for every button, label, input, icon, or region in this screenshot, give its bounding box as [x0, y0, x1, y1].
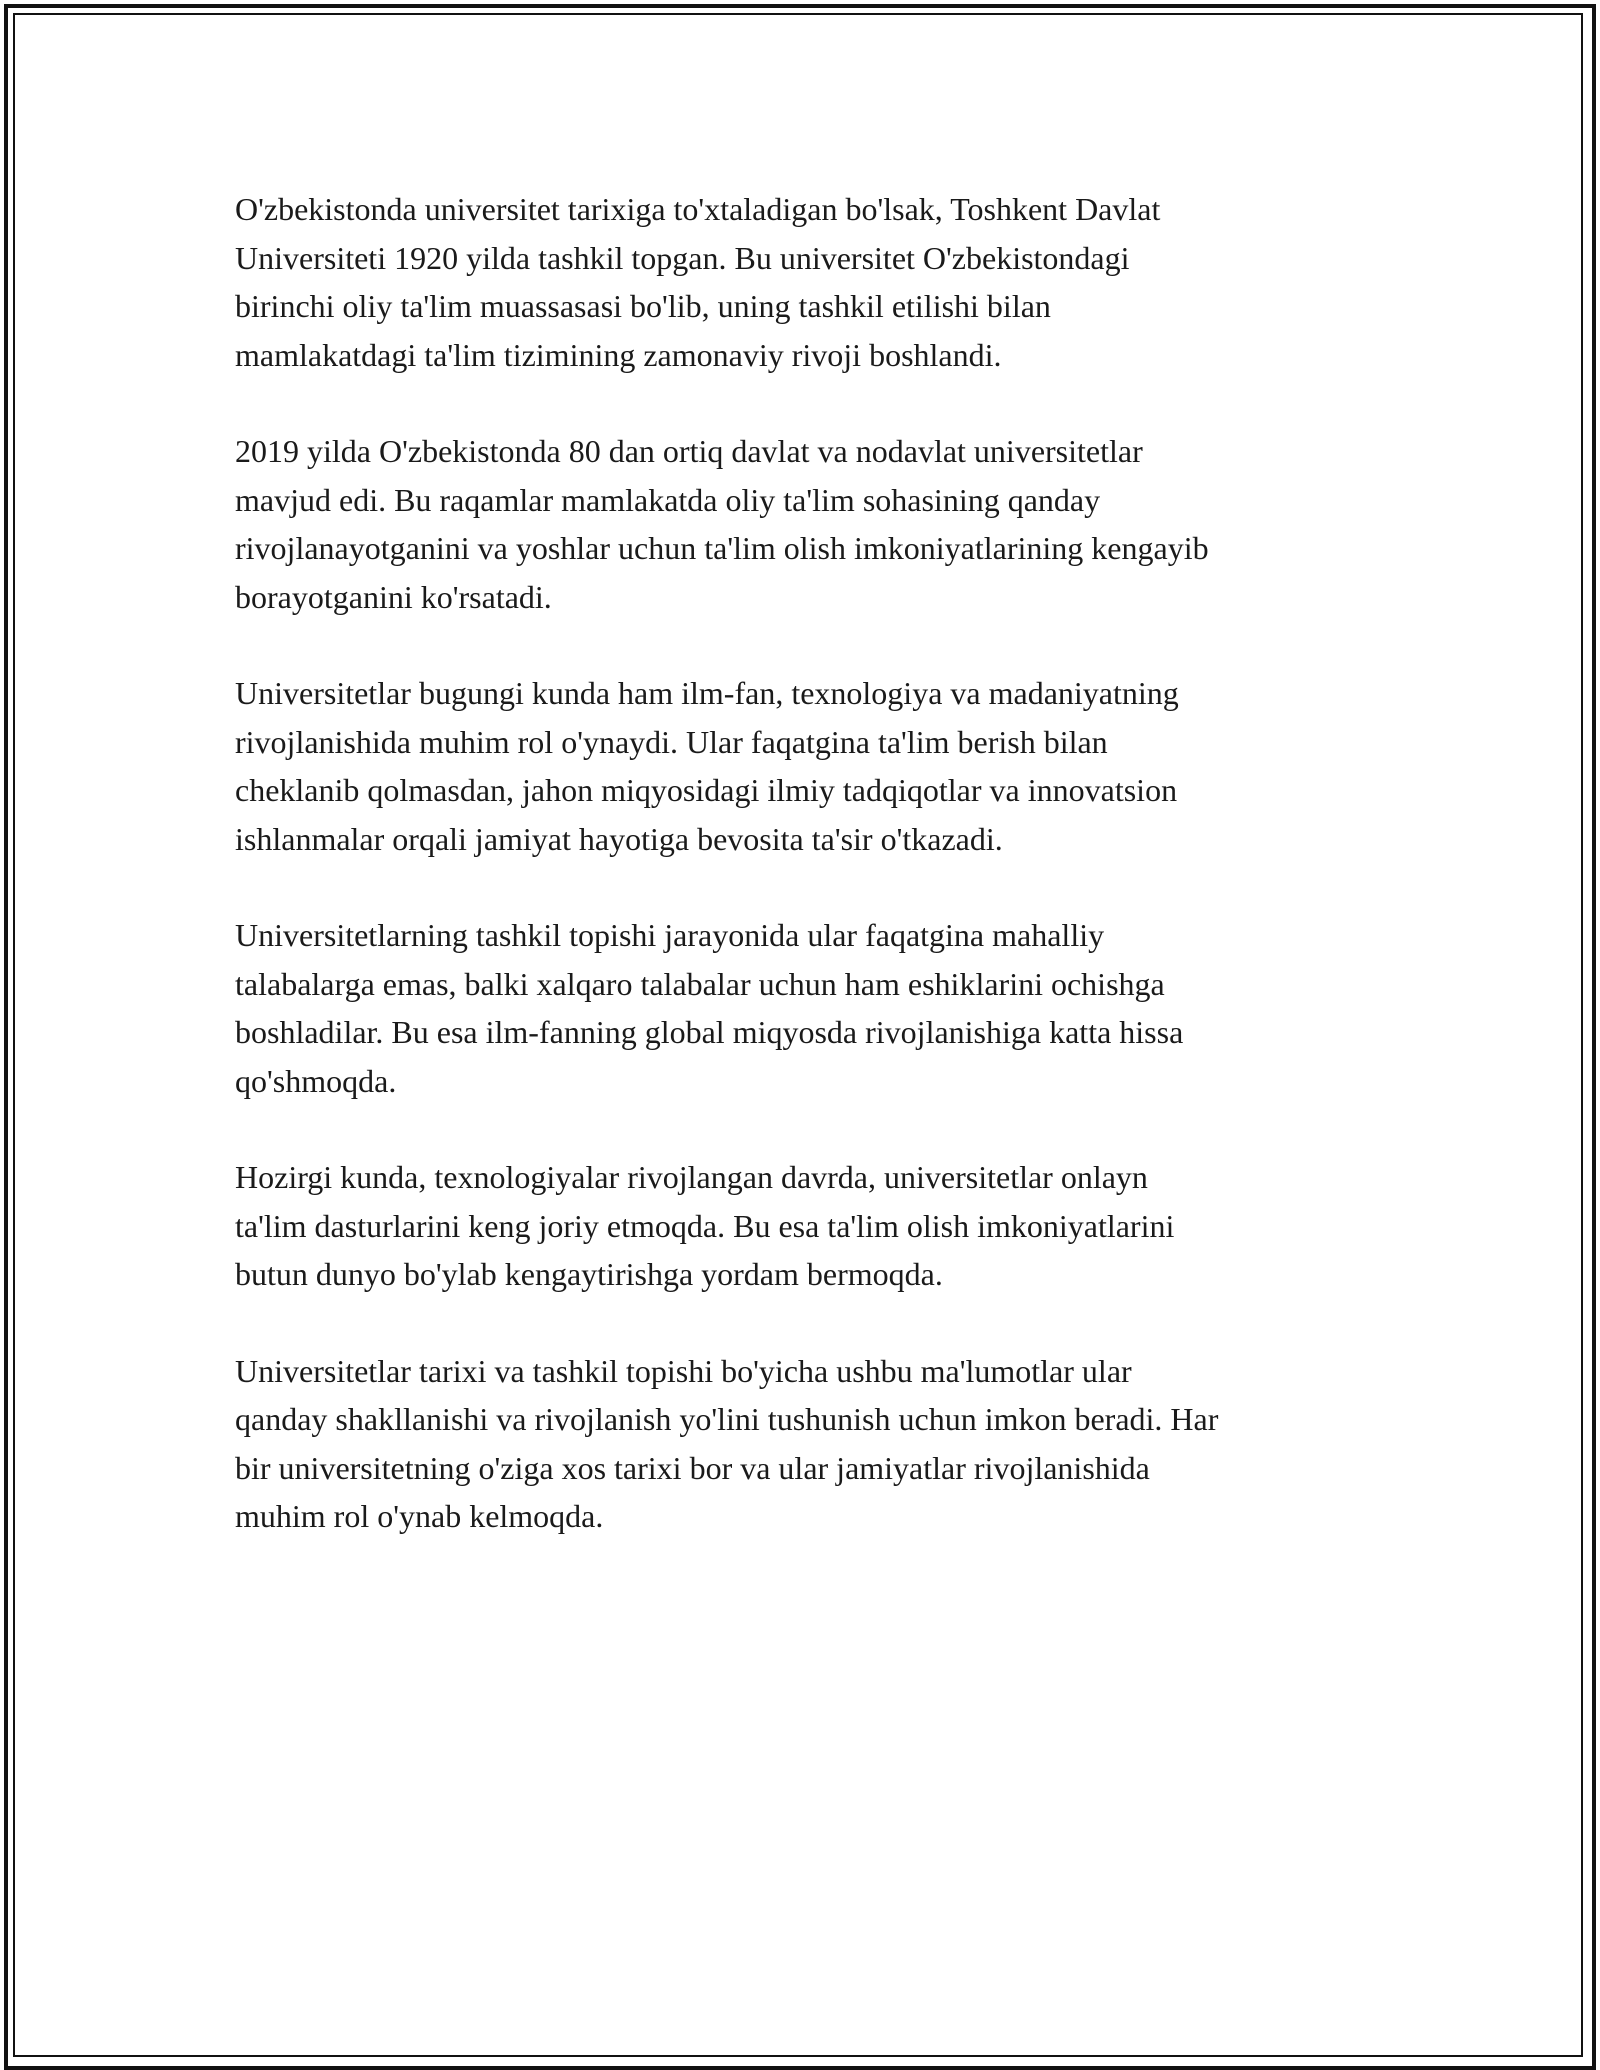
text-line: Universiteti 1920 yilda tashkil topgan. Bu universitet O'zbekistondagi [235, 239, 1130, 276]
text-line: Universitetlarning tashkil topishi jarayonida ular faqatgina mahalliy [235, 917, 1105, 953]
text-line: muhim rol o'ynab kelmoqda. [235, 1498, 604, 1534]
text-line: mamlakatdagi ta'lim tizimining zamonaviy rivoji boshlandi. [235, 336, 1002, 373]
text-line: birinchi oliy ta'lim muassasasi bo'lib, uning tashkil etilishi bilan [235, 288, 1051, 324]
text-line: boshladilar. Bu esa ilm-fanning global miqyosda rivojlanishiga katta hissa [235, 1014, 1184, 1050]
text-line: cheklanib qolmasdan, jahon miqyosidagi ilmiy tadqiqotlar va innovatsion [235, 772, 1178, 808]
text-line: borayotganini ko'rsatadi. [235, 578, 552, 615]
text-line: qanday shakllanishi va rivojlanish yo'lini tushunish uchun imkon beradi. Har [235, 1401, 1219, 1437]
text-line: talabalarga emas, balki xalqaro talabalar uchun ham eshiklarini ochishga [235, 965, 1165, 1002]
text-line: mavjud edi. Bu raqamlar mamlakatda oliy ta'lim sohasining qanday [235, 481, 1101, 518]
paragraph-2 [235, 427, 1375, 621]
text-line: 2019 yilda O'zbekistonda 80 dan ortiq davlat va nodavlat universitetlar [235, 433, 1143, 469]
paragraph-1 [235, 185, 1375, 379]
text-line: bir universitetning o'ziga xos tarixi bor va ular jamiyatlar rivojlanishida [235, 1449, 1150, 1486]
text-line: rivojlanayotganini va yoshlar uchun ta'lim olish imkoniyatlarining kengayib [235, 530, 1209, 566]
text-line: Hozirgi kunda, texnologiyalar rivojlangan davrda, universitetlar onlayn [235, 1159, 1148, 1195]
paragraph-3 [235, 669, 1375, 863]
text-line: rivojlanishida muhim rol o'ynaydi. Ular faqatgina ta'lim berish bilan [235, 723, 1108, 760]
text-line: Universitetlar tarixi va tashkil topishi bo'yicha ushbu ma'lumotlar ular [235, 1352, 1132, 1389]
text-line: ishlanmalar orqali jamiyat hayotiga bevosita ta'sir o'tkazadi. [235, 820, 1003, 857]
text-line: O'zbekistonda universitet tarixiga to'xtaladigan bo'lsak, Toshkent Davlat [235, 191, 1161, 227]
paragraph-4 [235, 911, 1375, 1105]
text-line: butun dunyo bo'ylab kengaytirishga yordam bermoqda. [235, 1256, 943, 1292]
text-line: qo'shmoqda. [235, 1062, 397, 1099]
document-body [235, 185, 1375, 1589]
text-line: ta'lim dasturlarini keng joriy etmoqda. Bu esa ta'lim olish imkoniyatlarini [235, 1207, 1175, 1244]
text-line: Universitetlar bugungi kunda ham ilm-fan, texnologiya va madaniyatning [235, 675, 1179, 711]
paragraph-6 [235, 1347, 1375, 1541]
paragraph-5 [235, 1153, 1375, 1299]
